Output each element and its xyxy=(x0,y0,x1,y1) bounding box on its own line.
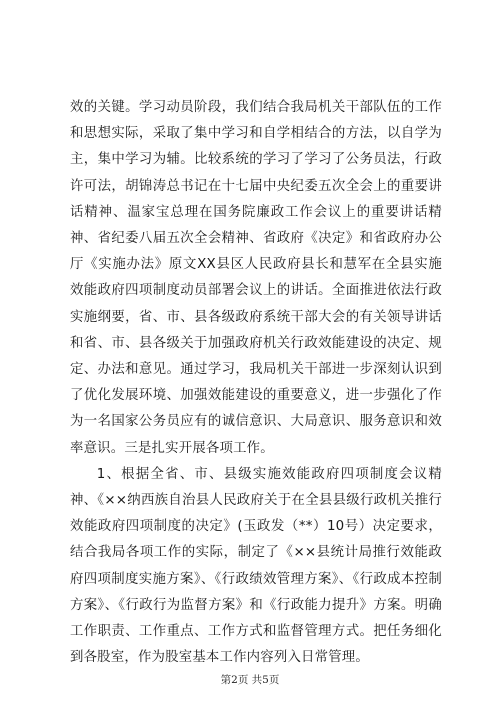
page-number-footer: 第2页 共5页 xyxy=(220,674,280,686)
paragraph-study-mobilization: 效的关键。学习动员阶段，我们结合我局机关干部队伍的工作和思想实际，采取了集中学习和自学相结合的方法，以自学为主，集中学习为辅。比较系统的学习了学习了公务员法，行政许可法，胡锦涛总书记在十七届中央纪委五次全会上的重要讲话精神、温家宝总理在国务院廉政工作会议上的重要讲话精神、省纪委八届五次全会精神、省政府《决定》和省政府办公厅《实施办法》原文XX县区人民政府县长和慧军在全县实施效能政府四项制度动员部署会议上的讲话。全面推进依法行政实施纲要，省、市、县各级政府系统干部大会的有关领导讲话和省、市、县各级关于加强政府机关行政效能建设的决定、规定、办法和意见。通过学习，我局机关干部进一步深刻认识到了优化发展环境、加强效能建设的重要意义，进一步强化了作为一名国家公务员应有的诚信意识、大局意识、服务意识和效率意识。三是扎实开展各项工作。 xyxy=(70,100,442,456)
paragraph-work-item-1: 1、根据全省、市、县级实施效能政府四项制度会议精神、《××纳西族自治县人民政府关于在全县县级行政机关推行效能政府四项制度的决定》(玉政发（**）10号）决定要求，结合我局各项工作的实际，制定了《××县统计局推行效能政府四项制度实施方案》、《行政绩效管理方案》、《行政成本控制方案》、《行政行为监督方案》和《行政能力提升》方案。明确工作职责、工作重点、工作方式和监督管理方式。把任务细化到各股室，作为股室基本工作内容列入日常管理。 xyxy=(70,466,442,666)
document-body xyxy=(70,95,442,671)
